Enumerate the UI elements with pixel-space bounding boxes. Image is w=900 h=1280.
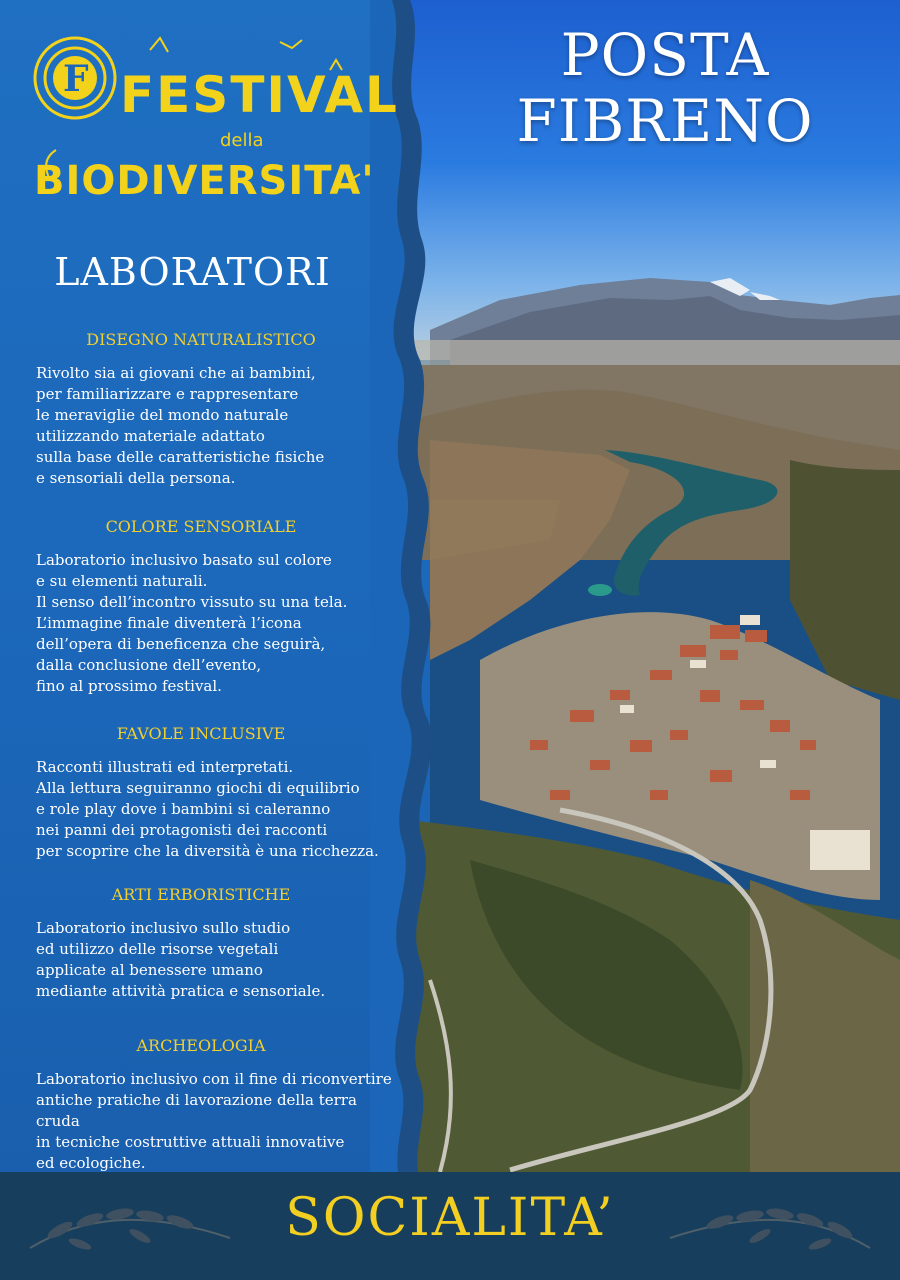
section-heading: COLORE SENSORIALE	[105, 517, 297, 536]
section-heading: DISEGNO NATURALISTICO	[86, 330, 316, 349]
logo-badge-letter: F	[63, 58, 89, 100]
location-title-line1: POSTA	[560, 21, 770, 89]
section-body: Racconti illustrati ed interpretati. Alla lettura seguiranno giochi di equilibrio e role play dove i bambini si caleranno nei panni dei protagonisti dei racconti per scoprire che la diversità è una ricchezza.	[36, 758, 379, 860]
section-heading: FAVOLE INCLUSIVE	[116, 724, 286, 743]
aerial-photo	[410, 0, 900, 1172]
logo-line-biodiversita: BIODIVERSITA'	[34, 158, 375, 204]
section-body: Laboratorio inclusivo sullo studio ed utilizzo delle risorse vegetali applicate al benessere umano mediante attività pratica e sensoriale.	[36, 919, 326, 1000]
laboratori-title: LABORATORI	[54, 250, 331, 294]
section-body: Laboratorio inclusivo con il fine di riconvertire antiche pratiche di lavorazione della terra cruda in tecniche costruttive attuali innovative ed ecologiche.	[36, 1070, 392, 1172]
section-disegno-naturalistico	[36, 330, 396, 489]
festival-logo	[30, 30, 399, 215]
section-archeologia	[36, 1036, 396, 1174]
location-title-line2: FIBRENO	[516, 87, 814, 155]
section-heading: ARTI ERBORISTICHE	[111, 885, 291, 904]
section-heading: ARCHEOLOGIA	[136, 1036, 266, 1055]
section-arti-erboristiche	[36, 885, 396, 1002]
footer-title: SOCIALITA’	[285, 1188, 615, 1248]
logo-line-festival: FESTIVAL	[120, 66, 399, 124]
section-body: Laboratorio inclusivo basato sul colore e su elementi naturali. Il senso dell’incontro vissuto su una tela. L’immagine finale diventerà l’icona dell’opera di beneficenza che seguirà, dalla conclusione dell’evento, fino al prossimo festival.	[36, 551, 348, 695]
logo-line-della: della	[220, 130, 264, 151]
section-body: Rivolto sia ai giovani che ai bambini, per familiarizzare e rappresentare le meraviglie del mondo naturale utilizzando materiale adattato sulla base delle caratteristiche fisiche e sensoriali della persona.	[36, 364, 325, 487]
landscape-illustration	[410, 0, 900, 1172]
section-favole-inclusive	[36, 724, 396, 862]
location-title	[430, 22, 900, 154]
section-colore-sensoriale	[36, 517, 396, 697]
